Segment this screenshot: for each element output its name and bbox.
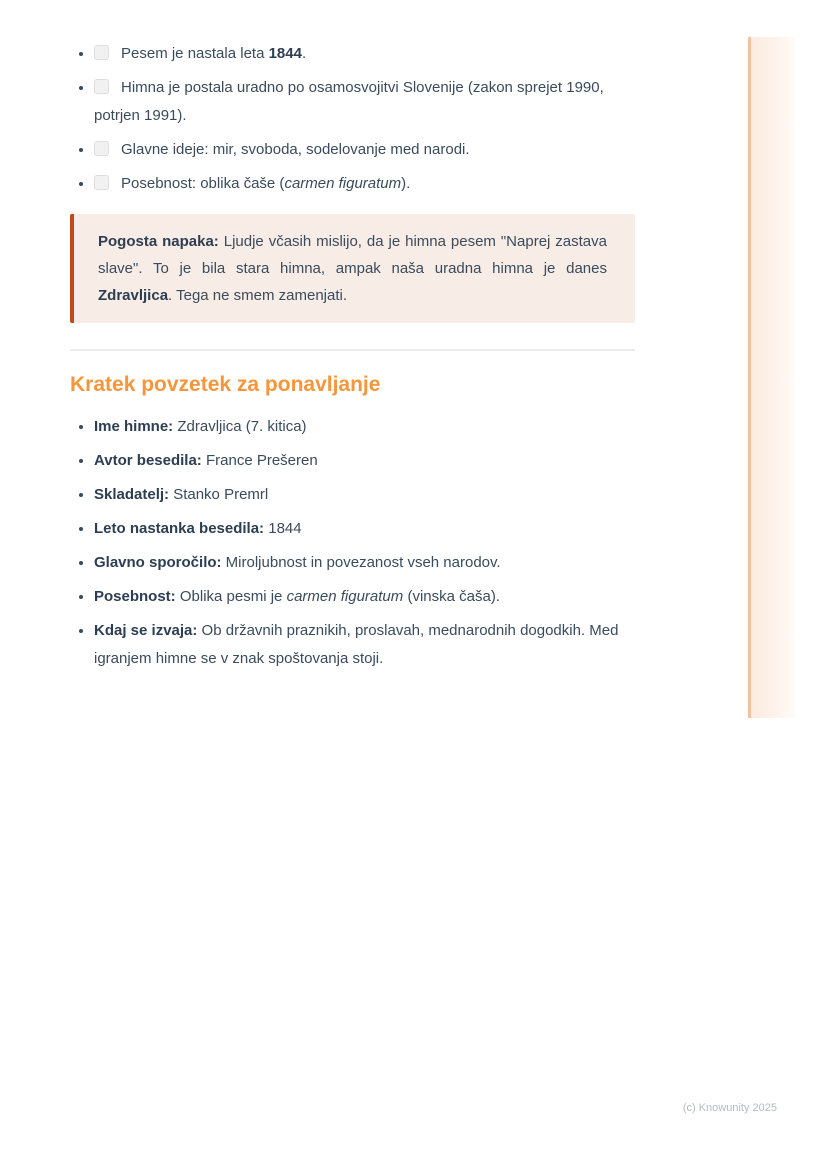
summary-item-label: Kdaj se izvaja: [94,622,198,639]
text-fragment: 1844 [264,520,302,537]
callout-label: Pogosta napaka: [98,233,219,250]
checklist-item [70,170,635,198]
text-fragment: ). [401,175,411,192]
text-fragment: Miroljubnost in povezanost vseh narodov. [221,554,501,571]
text-fragment: . Tega ne smem zamenjati. [168,287,348,304]
text-fragment: Pesem je nastala leta [121,45,269,62]
summary-item [70,413,635,441]
checklist-item [70,136,635,164]
summary-item-label: Avtor besedila: [94,452,202,469]
summary-item-label: Posebnost: [94,588,176,605]
summary-item [70,481,635,509]
checklist-item [70,40,635,68]
summary-item-label: Ime himne: [94,418,174,435]
text-fragment: Ob državnih praznikih, proslavah, mednarodnih dogodkih. Med igranjem himne se v znak spoštovanja stoji. [94,622,619,667]
bold-fragment: 1844 [268,45,302,62]
text-fragment: Glavne ideje: mir, svoboda, sodelovanje med narodi. [121,141,470,158]
summary-item-label: Leto nastanka besedila: [94,520,265,537]
text-fragment: Posebnost: oblika čaše ( [121,175,285,192]
summary-item [70,549,635,577]
checkbox[interactable] [94,175,109,190]
checkbox[interactable] [94,45,109,60]
italic-term: carmen figuratum [284,175,402,192]
text-fragment: Ljudje včasih mislijo, da je himna pesem "Naprej zastava slave". To je bila stara himna, ampak naša uradna himna je danes [98,233,607,277]
section-divider [70,349,635,351]
text-fragment: Stanko Premrl [169,486,269,503]
summary-heading: Kratek povzetek za ponavljanje [70,373,381,396]
text-fragment: . [301,45,307,62]
summary-item [70,515,635,543]
summary-item [70,583,635,611]
summary-item [70,617,635,673]
bold-fragment: Zdravljica [98,287,169,304]
task-checklist [70,40,635,198]
text-fragment: Himna je postala uradno po osamosvojitvi Slovenije (zakon sprejet 1990, potrjen 1991). [94,79,604,124]
summary-item-label: Skladatelj: [94,486,170,503]
page-edge-decoration [748,37,795,718]
text-fragment: (vinska čaša). [403,588,500,605]
checkbox[interactable] [94,79,109,94]
text-fragment: Oblika pesmi je [175,588,287,605]
checkbox[interactable] [94,141,109,156]
page-content [70,40,635,679]
italic-term: carmen figuratum [286,588,404,605]
summary-item [70,447,635,475]
copyright-notice: (c) Knowunity 2025 [682,1102,777,1114]
summary-list [70,413,635,673]
warning-callout [70,214,635,323]
summary-item-label: Glavno sporočilo: [94,554,222,571]
text-fragment: Zdravljica (7. kitica) [173,418,307,435]
text-fragment: France Prešeren [201,452,318,469]
checklist-item [70,74,635,130]
